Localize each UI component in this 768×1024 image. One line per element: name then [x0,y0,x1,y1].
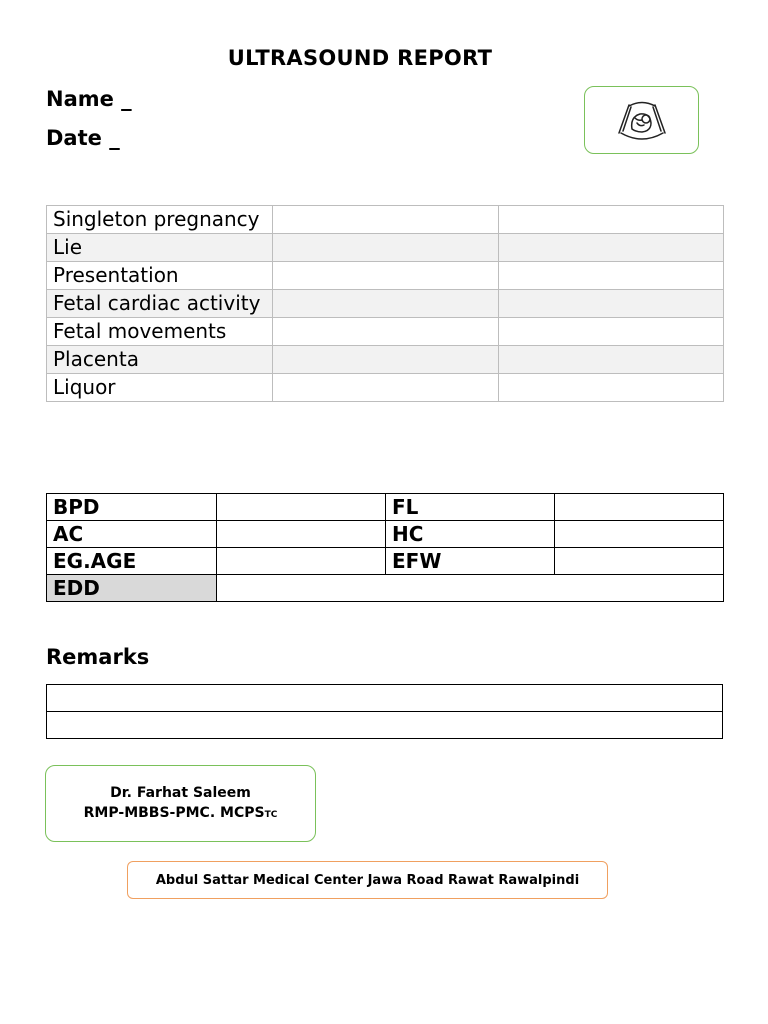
finding-note-cell[interactable] [499,234,724,262]
bpd-value-cell[interactable] [217,494,386,521]
remarks-line[interactable] [47,712,723,739]
efw-label: EFW [386,548,555,575]
doctor-qualifications-line [84,803,278,825]
clinic-address-box [127,861,608,899]
table-row [47,318,724,346]
remarks-heading: Remarks [46,645,150,669]
finding-note-cell[interactable] [499,206,724,234]
report-title: ULTRASOUND REPORT [227,46,493,70]
logo-box [584,86,699,154]
efw-value-cell[interactable] [555,548,724,575]
doctor-qualifications: RMP-MBBS-PMC. MCPS [83,804,265,821]
finding-label: Fetal movements [47,318,273,346]
finding-label: Lie [47,234,273,262]
table-row [47,290,724,318]
egage-label: EG.AGE [47,548,217,575]
table-row [47,374,724,402]
table-row [47,548,724,575]
table-row [47,262,724,290]
edd-value-cell[interactable] [217,575,724,602]
table-row [47,712,723,739]
bpd-label: BPD [47,494,217,521]
fl-label: FL [386,494,555,521]
table-row [47,521,724,548]
report-date-label: Date _ [46,126,120,150]
hc-label: HC [386,521,555,548]
finding-note-cell[interactable] [499,262,724,290]
ac-value-cell[interactable] [217,521,386,548]
finding-note-cell[interactable] [499,290,724,318]
egage-value-cell[interactable] [217,548,386,575]
finding-label: Liquor [47,374,273,402]
finding-value-cell[interactable] [273,234,499,262]
measurements-table [46,493,724,602]
ultrasound-fetus-icon [609,97,675,143]
doctor-name: Dr. Farhat Saleem [110,784,251,801]
table-row [47,206,724,234]
hc-value-cell[interactable] [555,521,724,548]
fl-value-cell[interactable] [555,494,724,521]
finding-label: Singleton pregnancy [47,206,273,234]
finding-note-cell[interactable] [499,374,724,402]
ac-label: AC [47,521,217,548]
finding-label: Presentation [47,262,273,290]
remarks-table [46,684,723,739]
finding-note-cell[interactable] [499,346,724,374]
table-row [47,575,724,602]
table-row [47,234,724,262]
finding-value-cell[interactable] [273,290,499,318]
finding-value-cell[interactable] [273,346,499,374]
edd-label: EDD [47,575,217,602]
table-row [47,685,723,712]
finding-value-cell[interactable] [273,374,499,402]
table-row [47,494,724,521]
finding-value-cell[interactable] [273,318,499,346]
finding-value-cell[interactable] [273,262,499,290]
finding-label: Fetal cardiac activity [47,290,273,318]
finding-value-cell[interactable] [273,206,499,234]
clinic-address: Abdul Sattar Medical Center Jawa Road Rawat Rawalpindi [155,872,580,888]
doctor-qualifications-suffix: TC [264,809,278,820]
doctor-signature-box [45,765,316,842]
table-row [47,346,724,374]
finding-note-cell[interactable] [499,318,724,346]
remarks-line[interactable] [47,685,723,712]
findings-table [46,205,724,402]
patient-name-label: Name _ [46,87,132,111]
finding-label: Placenta [47,346,273,374]
